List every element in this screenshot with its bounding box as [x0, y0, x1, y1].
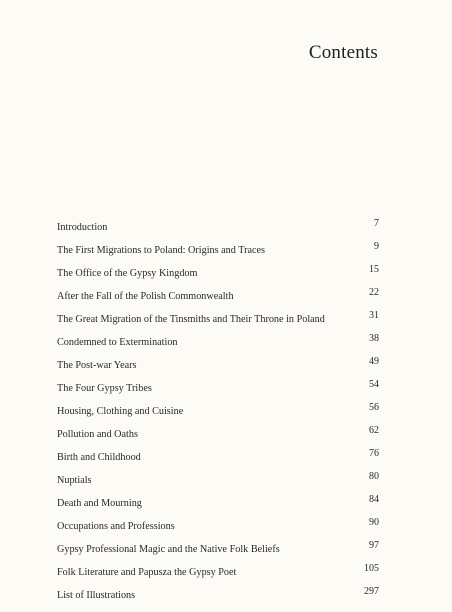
toc-entry-page-number: 49 — [369, 356, 379, 367]
toc-entry-page-number: 97 — [369, 540, 379, 551]
toc-entry-title: The Post-war Years — [57, 360, 137, 371]
toc-entry-page-number: 76 — [369, 448, 379, 459]
toc-entry-pollution-oaths — [57, 425, 379, 451]
toc-entry-after-the-fall — [57, 287, 379, 313]
toc-entry-page-number: 80 — [369, 471, 379, 482]
toc-entry-title: Folk Literature and Papusza the Gypsy Poet — [57, 567, 237, 578]
toc-entry-title: The First Migrations to Poland: Origins and Traces — [57, 245, 265, 256]
toc-entry-title: The Four Gypsy Tribes — [57, 383, 152, 394]
toc-entry-title: After the Fall of the Polish Commonwealth — [57, 291, 234, 302]
toc-entry-introduction — [57, 218, 379, 244]
toc-entry-page-number: 7 — [374, 218, 379, 229]
toc-entry-four-tribes — [57, 379, 379, 405]
toc-entry-list-of-illustrations — [57, 586, 379, 612]
toc-entry-first-migrations — [57, 241, 379, 267]
toc-entry-title: The Great Migration of the Tinsmiths and Their Throne in Poland — [57, 314, 325, 325]
toc-entry-page-number: 9 — [374, 241, 379, 252]
toc-entry-title: List of Illustrations — [57, 590, 136, 601]
toc-entry-title: Pollution and Oaths — [57, 429, 138, 440]
toc-entry-title: Occupations and Professions — [57, 521, 175, 532]
toc-entry-nuptials — [57, 471, 379, 497]
toc-entry-title: Housing, Clothing and Cuisine — [57, 406, 184, 417]
toc-entry-page-number: 62 — [369, 425, 379, 436]
table-of-contents — [57, 218, 379, 612]
toc-entry-page-number: 31 — [369, 310, 379, 321]
toc-entry-housing-clothing — [57, 402, 379, 428]
toc-entry-condemned — [57, 333, 379, 359]
toc-entry-page-number: 56 — [369, 402, 379, 413]
toc-entry-page-number: 15 — [369, 264, 379, 275]
toc-entry-birth-childhood — [57, 448, 379, 474]
toc-entry-title: Birth and Childhood — [57, 452, 141, 463]
toc-entry-great-migration — [57, 310, 379, 336]
toc-entry-occupations — [57, 517, 379, 543]
toc-entry-page-number: 38 — [369, 333, 379, 344]
toc-entry-page-number: 90 — [369, 517, 379, 528]
toc-entry-page-number: 105 — [364, 563, 379, 574]
toc-entry-page-number: 297 — [364, 586, 379, 597]
toc-entry-page-number: 22 — [369, 287, 379, 298]
toc-entry-folk-literature — [57, 563, 379, 589]
toc-entry-page-number: 54 — [369, 379, 379, 390]
toc-entry-office-gypsy-kingdom — [57, 264, 379, 290]
toc-entry-title: Nuptials — [57, 475, 92, 486]
toc-entry-title: The Office of the Gypsy Kingdom — [57, 268, 198, 279]
toc-entry-title: Condemned to Extermination — [57, 337, 178, 348]
toc-entry-title: Introduction — [57, 222, 108, 233]
toc-entry-death-mourning — [57, 494, 379, 520]
toc-entry-post-war-years — [57, 356, 379, 382]
toc-entry-title: Death and Mourning — [57, 498, 142, 509]
page-title: Contents — [308, 42, 378, 63]
toc-entry-professional-magic — [57, 540, 379, 566]
toc-entry-page-number: 84 — [369, 494, 379, 505]
toc-entry-title: Gypsy Professional Magic and the Native Folk Beliefs — [57, 544, 280, 555]
